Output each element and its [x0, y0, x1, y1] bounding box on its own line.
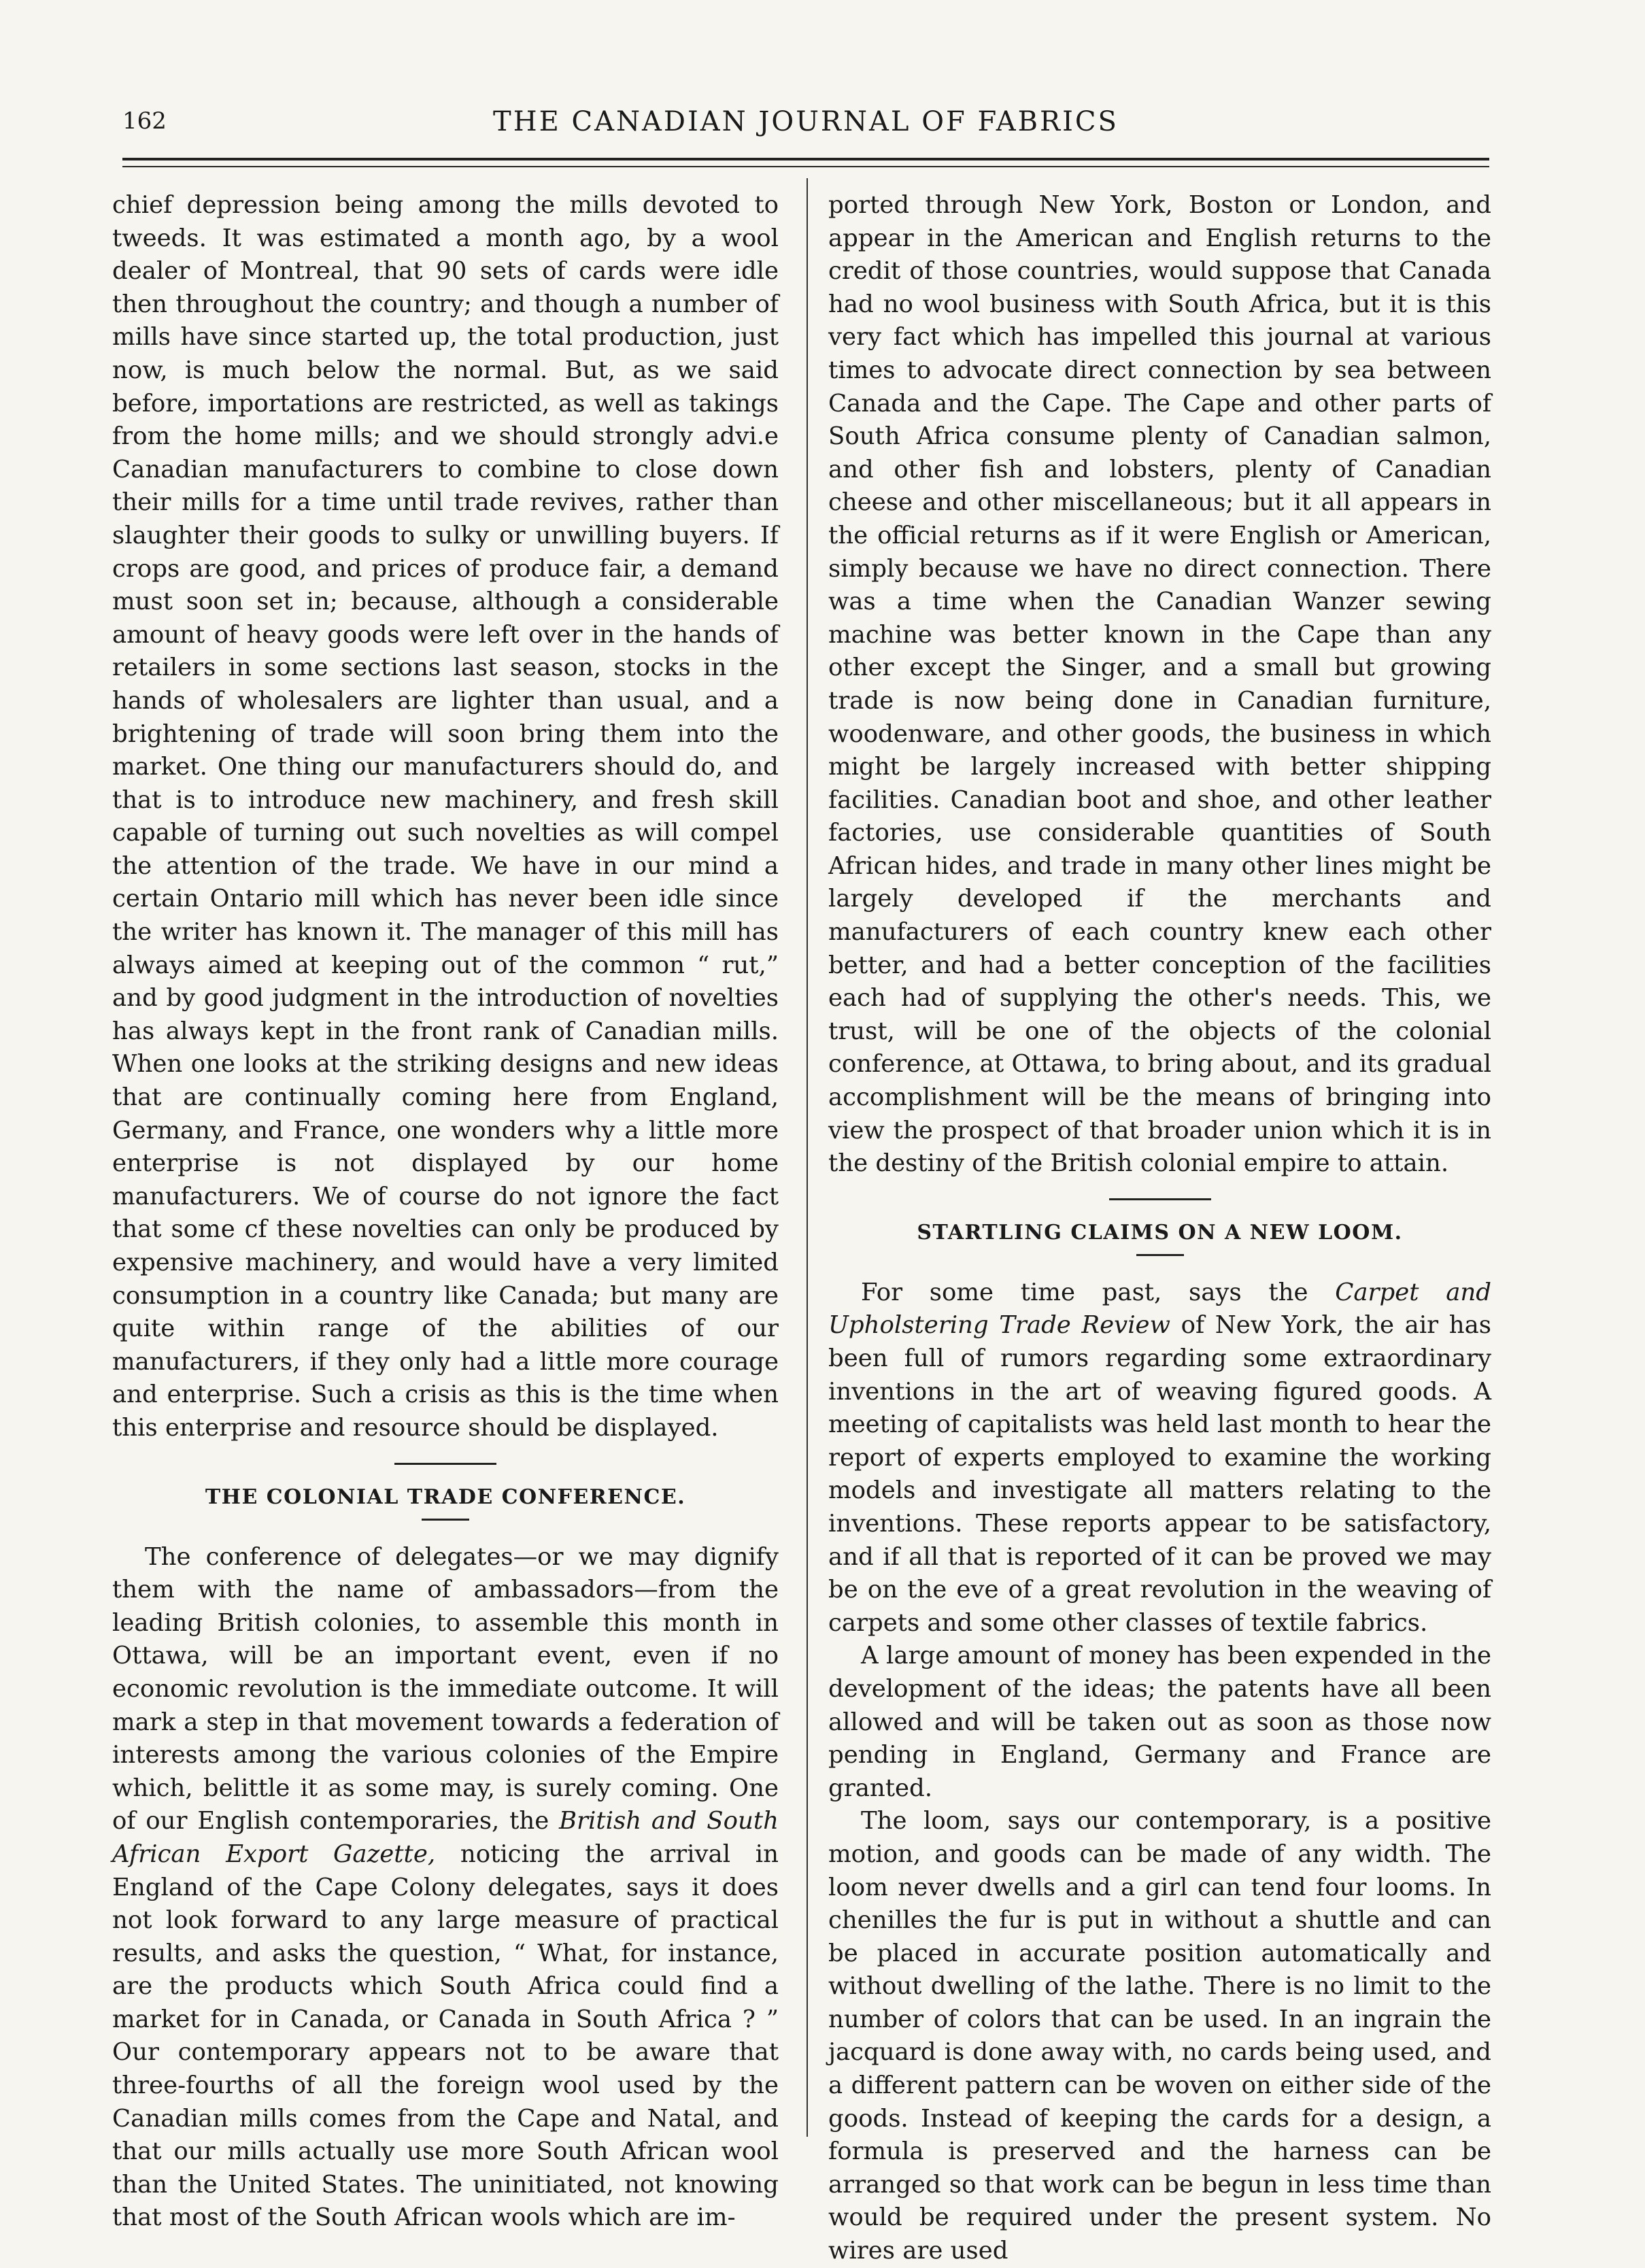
page-number: 162 — [122, 107, 167, 135]
publication-title: Carpet and Upholstering Trade Review — [828, 1278, 1491, 1340]
section-separator — [422, 1519, 469, 1521]
paragraph-text: The conference of delegates—or we may dignify them with the name of ambassadors—from the leading British colonies, to assemble this month in Ottawa, will be an important event, even if no economic revolution is the immediate outcome. It will mark a step in that movement towards a federation of interests among the various colonies of the Empire which, belittle it as some may, is surely coming. One of our English contemporaries, the — [112, 1542, 779, 1835]
header-rule-thick — [122, 158, 1489, 160]
publication-title: British and South African Export Gazette, — [112, 1807, 779, 1868]
section-heading-new-loom: STARTLING CLAIMS ON A NEW LOOM. — [917, 1220, 1403, 1245]
paragraph-text: of New York, the air has been full of rumors regarding some extraordinary inventions in the art of weaving figured goods. A meeting of capitalists was held last month to hear the report of experts employed to examine the working models and investigate all matters relating to the inventions. These reports appear to be satisfactory, and if all that is reported of it can be proved we may be on the eve of a great revolution in the weaving of carpets and some other classes of textile fabrics. — [828, 1311, 1491, 1637]
paragraph-text: For some time past, says the — [861, 1278, 1308, 1306]
running-title: THE CANADIAN JOURNAL OF FABRICS — [493, 106, 1119, 137]
header-rule-thin — [122, 166, 1489, 167]
article-paragraph: ported through New York, Boston or London, and appear in the American and English returns to the credit of those countries, would suppose that Canada had no wool business with South Africa, but it is this very fact which has impelled this journal at various times to advocate direct connection by sea between Canada and the Cape. The Cape and other parts of South Africa consume plenty of Canadian salmon, and other fish and lobsters, plenty of Canadian cheese and other miscellaneous; but it all appears in the official returns as if it were English or American, simply because we have no direct connection. There was a time when the Canadian Wanzer sewing machine was better known in the Cape than any other except the Singer, and a small but growing trade is now being done in Canadian furniture, woodenware, and other goods, the business in which might be largely increased with better shipping facilities. Canadian boot and shoe, and other leather factories, use considerable quantities of South African hides, and trade in many other lines might be largely developed if the merchants and manufacturers of each country knew each other better, and had a better conception of the facilities each had of supplying the other's needs. This, we trust, will be one of the objects of the colonial conference, at Ottawa, to bring about, and its gradual accomplishment will be the means of bringing into view the prospect of that broader union which it is in the destiny of the British colonial empire to attain. — [828, 191, 1491, 1178]
right-column — [828, 189, 1491, 2268]
section-separator — [1109, 1198, 1211, 1200]
article-paragraph — [828, 1276, 1491, 1640]
section-heading-colonial-trade: THE COLONIAL TRADE CONFERENCE. — [205, 1485, 686, 1509]
article-paragraph: The loom, says our contemporary, is a positive motion, and goods can be made of any width. The loom never dwells and a girl can tend four looms. In chenilles the fur is put in without a shuttle and can be placed in accurate position automatically and without dwelling of the lathe. There is no limit to the number of colors that can be used. In an ingrain the jacquard is done away with, no cards being used, and a different pattern can be woven on either side of the goods. Instead of keeping the cards for a design, a formula is preserved and the harness can be arranged so that work can be begun in less time than would be required under the present system. No wires are used — [828, 1807, 1491, 2265]
section-separator — [394, 1463, 496, 1465]
left-column — [112, 189, 779, 2235]
article-paragraph: A large amount of money has been expended in the development of the ideas; the patents have all been allowed and will be taken out as soon as those now pending in England, Germany and France are granted. — [828, 1642, 1491, 1802]
page-header — [122, 107, 1489, 155]
section-separator — [1136, 1254, 1184, 1256]
paragraph-text: noticing the arrival in England of the Cape Colony delegates, says it does not look forward to any large measure of practical results, and asks the question, “ What, for instance, are the products which South Africa could find a market for in Canada, or Canada in South Africa ? ” Our contemporary appears not to be aware that three-fourths of all the foreign wool used by the Canadian mills comes from the Cape and Natal, and that our mills actually use more South African wool than the United States. The uninitiated, not knowing that most of the South African wools which are im- — [112, 1840, 779, 2232]
article-paragraph — [112, 1541, 779, 2235]
column-divider — [807, 178, 808, 2137]
article-paragraph: chief depression being among the mills devoted to tweeds. It was estimated a month ago, by a wool dealer of Montreal, that 90 sets of cards were idle then throughout the country; and though a number of mills have since started up, the total production, just now, is much below the normal. But, as we said before, importations are restricted, as well as takings from the home mills; and we should strongly advi.e Canadian manufacturers to combine to close down their mills for a time until trade revives, rather than slaughter their goods to sulky or unwilling buyers. If crops are good, and prices of produce fair, a demand must soon set in; because, although a considerable amount of heavy goods were left over in the hands of retailers in some sections last season, stocks in the hands of wholesalers are lighter than usual, and a brightening of trade will soon bring them into the market. One thing our manufacturers should do, and that is to introduce new machinery, and fresh skill capable of turning out such novelties as will compel the attention of the trade. We have in our mind a certain Ontario mill which has never been idle since the writer has known it. The manager of this mill has always aimed at keeping out of the common “ rut,” and by good judgment in the introduction of novelties has always kept in the front rank of Canadian mills. When one looks at the striking designs and new ideas that are continually coming here from England, Germany, and France, one wonders why a little more enterprise is not displayed by our home manufacturers. We of course do not ignore the fact that some cf these novelties can only be produced by expensive machinery, and would have a very limited consumption in a country like Canada; but many are quite within range of the abilities of our manufacturers, if they only had a little more courage and enterprise. Such a crisis as this is the time when this enterprise and resource should be displayed. — [112, 191, 779, 1442]
